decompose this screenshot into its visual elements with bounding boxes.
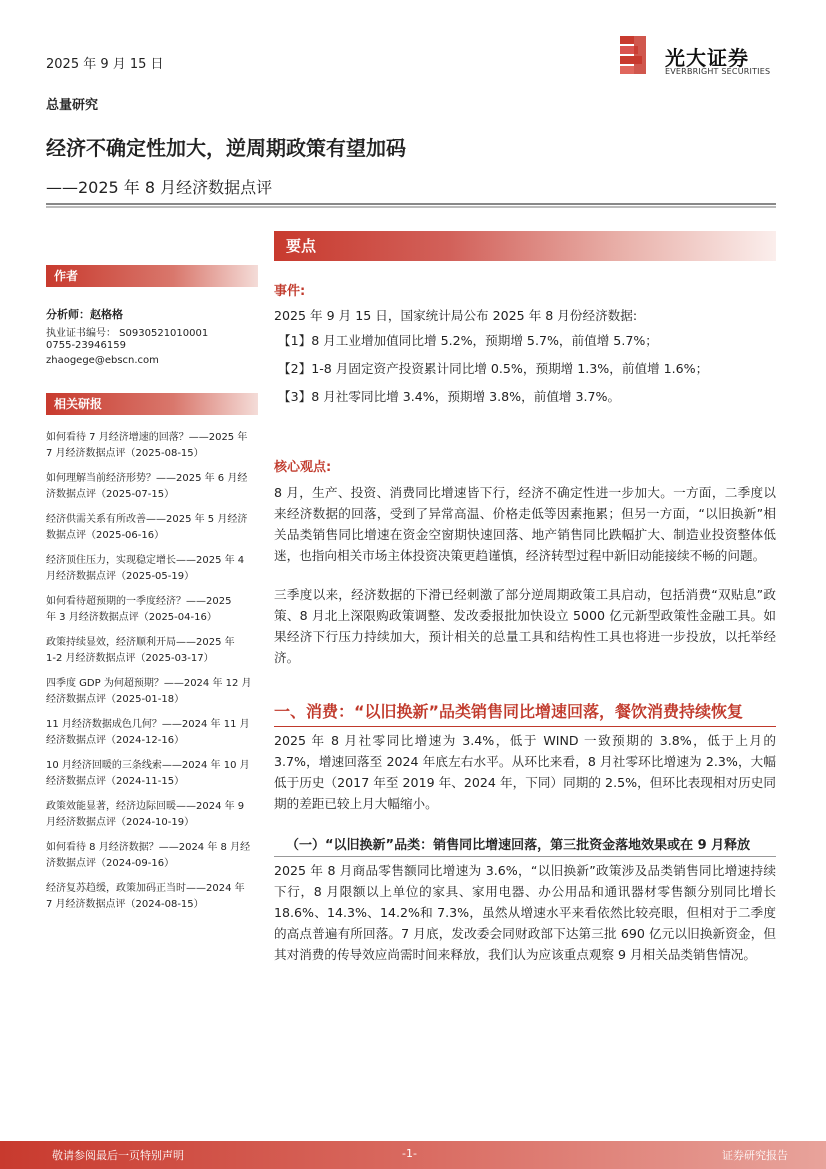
section-1-underline [274, 726, 776, 727]
section-1-title: 一、消费：“以旧换新”品类销售同比增速回落，餐饮消费持续恢复 [274, 702, 744, 721]
footer-report-type: 证券研究报告 [722, 1149, 788, 1162]
list-item[interactable]: 四季度 GDP 为何超预期？——2024 年 12 月 经济数据点评（2025-01-18） [46, 678, 252, 705]
subsection-1-underline [274, 856, 776, 857]
core-view-label: 核心观点: [274, 460, 332, 475]
report-subtitle: ——2025 年 8 月经济数据点评 [46, 178, 273, 197]
subsection-1-paragraph: 2025 年 8 月商品零售额同比增速为 3.6%，“以旧换新”政策涉及品类销售同比增速持续下行，8 月限额以上单位的家具、家用电器、办公用品和通讯器材零售额分别同比增长 18.6%、14.3%、14.2%和 7.3%，虽然从增速水平来看依然比较亮眼，但相对于二季度的高点普遍有所回落。7 月底，发改委会同财政部下达第三批 690 亿元以旧换新资金，但其对消费的传导效应尚需时间来释放，我们认为应该重点观察 9 月相关品类销售情况。 [274, 863, 776, 962]
analyst-cert: 执业证书编号： S0930521010001 [46, 328, 209, 339]
header-divider-secondary [46, 206, 776, 208]
section-1-paragraph: 2025 年 8 月社零同比增速为 3.4%，低于 WIND 一致预期的 3.8%，低于上月的 3.7%，增速回落至 2024 年底左右水平。从环比来看，8 月社零环比增速为 2.3%，大幅低于历史（2017 年至 2019 年、2024 年，下同）同期的 2.5%，但环比表现相对历史同期的差距已较上月大幅缩小。 [274, 733, 776, 811]
core-paragraph-2: 三季度以来，经济数据的下滑已经刺激了部分逆周期政策工具启动，包括消费“双贴息”政策、8 月北上深限购政策调整、发改委报批加快设立 5000 亿元新型政策性金融工具。如果经济下行压力持续加大，预计相关的总量工具和结构性工具也将进一步投放，以托举经济。 [274, 587, 776, 665]
analyst-name: 分析师：赵格格 [46, 308, 123, 321]
core-paragraph-1: 8 月，生产、投资、消费同比增速皆下行，经济不确定性进一步加大。一方面，二季度以来经济数据的回落，受到了异常高温、价格走低等因素拖累；但另一方面，“以旧换新”相关品类销售同比增速在资金空窗期快速回落、地产销售同比跌幅扩大、制造业投资整体低迷，也指向相关市场主体投资决策更趋谨慎，经济转型过程中新旧动能接续不畅的问题。 [274, 485, 776, 563]
analyst-phone: 0755-23946159 [46, 340, 126, 351]
header-divider [46, 203, 776, 205]
event-item-1: 【1】8 月工业增加值同比增 5.2%，预期增 5.7%，前值增 5.7%； [278, 333, 658, 348]
list-item[interactable]: 经济供需关系有所改善——2025 年 5 月经济 数据点评（2025-06-16） [46, 514, 248, 541]
logo-text: 光大证券 [665, 46, 749, 70]
related-research-list [46, 430, 262, 922]
list-item[interactable]: 如何看待超预期的一季度经济？——2025 年 3 月经济数据点评（2025-04-16） [46, 596, 232, 623]
event-item-3: 【3】8 月社零同比增 3.4%，预期增 3.8%，前值增 3.7%。 [278, 389, 621, 404]
list-item[interactable]: 10 月经济回暖的三条线索——2024 年 10 月 经济数据点评（2024-11-15） [46, 760, 250, 787]
subsection-1-title: （一）“以旧换新”品类：销售同比增速回落，第三批资金落地效果或在 9 月释放 [286, 838, 751, 853]
list-item[interactable]: 如何理解当前经济形势？——2025 年 6 月经 济数据点评（2025-07-15） [46, 473, 248, 500]
related-research-header: 相关研报 [46, 393, 258, 415]
footer-disclaimer[interactable]: 敬请参阅最后一页特别声明 [52, 1149, 184, 1162]
report-date: 2025 年 9 月 15 日 [46, 57, 164, 72]
list-item[interactable]: 政策效能显著，经济边际回暖——2024 年 9 月经济数据点评（2024-10-19） [46, 801, 245, 828]
event-intro: 2025 年 9 月 15 日，国家统计局公布 2025 年 8 月份经济数据: [274, 308, 638, 323]
list-item[interactable]: 经济复苏趋缓，政策加码正当时——2024 年 7 月经济数据点评（2024-08-15） [46, 883, 245, 910]
logo-subtext: EVERBRIGHT SECURITIES [665, 67, 771, 76]
list-item[interactable]: 11 月经济数据成色几何？——2024 年 11 月 经济数据点评（2024-12-16） [46, 719, 250, 746]
list-item[interactable]: 政策持续显效，经济顺利开局——2025 年 1-2 月经济数据点评（2025-03-17） [46, 637, 235, 664]
author-section-header: 作者 [46, 265, 258, 287]
list-item[interactable]: 如何看待 8 月经济数据？——2024 年 8 月经 济数据点评（2024-09-16） [46, 842, 251, 869]
keypoints-header: 要点 [274, 231, 776, 261]
list-item[interactable]: 经济顶住压力，实现稳定增长——2025 年 4 月经济数据点评（2025-05-19） [46, 555, 245, 582]
list-item[interactable]: 如何看待 7 月经济增速的回落？——2025 年 7 月经济数据点评（2025-08-15） [46, 432, 248, 459]
event-label: 事件: [274, 284, 306, 299]
page-number: -1- [402, 1147, 417, 1160]
analyst-email[interactable]: zhaogege@ebscn.com [46, 355, 159, 366]
report-category: 总量研究 [46, 98, 99, 113]
event-item-2: 【2】1-8 月固定资产投资累计同比增 0.5%，预期增 1.3%，前值增 1.6%； [278, 361, 709, 376]
report-title: 经济不确定性加大，逆周期政策有望加码 [46, 136, 406, 160]
